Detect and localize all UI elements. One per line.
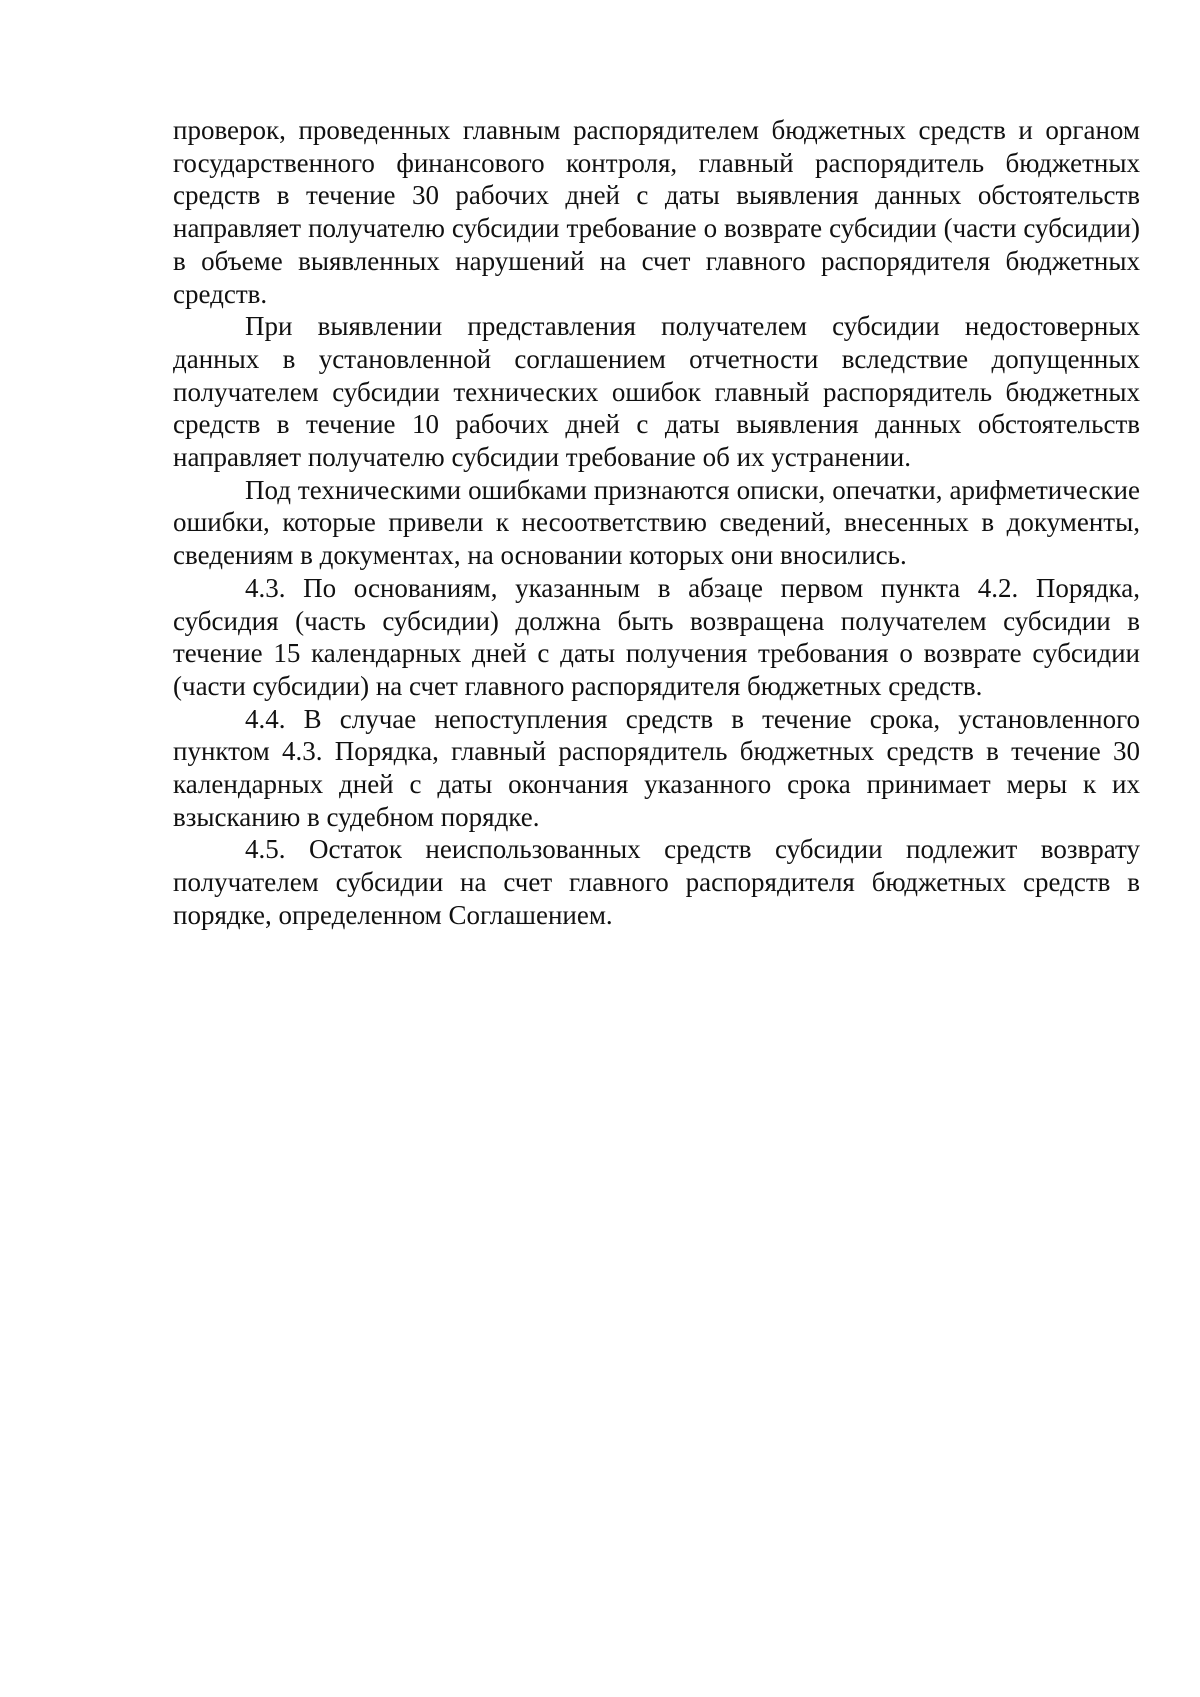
paragraph-false-data: При выявлении представления получателем субсидии недостоверных данных в установленной соглашением отчетности вследствие допущенных получателем субсидии технических ошибок главный распорядитель бюджетных средств в течение 10 рабочих дней с даты выявления данных обстоятельств направляет получателю субсидии требование об их устранении. [173,311,1140,473]
paragraph-4-5: 4.5. Остаток неиспользованных средств субсидии подлежит возврату получателем субсидии на счет главного распорядителя бюджетных средств в порядке, определенном Соглашением. [173,834,1140,930]
paragraph-4-3: 4.3. По основаниям, указанным в абзаце первом пункта 4.2. Порядка, субсидия (часть субсидии) должна быть возвращена получателем субсидии в течение 15 календарных дней с даты получения требования о возврате субсидии (части субсидии) на счет главного распорядителя бюджетных средств. [173,572,1140,701]
document-body [173,114,1140,932]
paragraph-technical-errors: Под техническими ошибками признаются описки, опечатки, арифметические ошибки, которые привели к несоответствию сведений, внесенных в документы, сведениям в документах, на основании которых они вносились. [173,474,1140,571]
paragraph-continuation: проверок, проведенных главным распорядителем бюджетных средств и органом государственного финансового контроля, главный распорядитель бюджетных средств в течение 30 рабочих дней с даты выявления данных обстоятельств направляет получателю субсидии требование о возврате субсидии (части субсидии) в объеме выявленных нарушений на счет главного распорядителя бюджетных средств. [173,115,1140,309]
paragraph-4-4: 4.4. В случае непоступления средств в течение срока, установленного пунктом 4.3. Порядка, главный распорядитель бюджетных средств в течение 30 календарных дней с даты окончания указанного срока принимает меры к их взысканию в судебном порядке. [173,703,1140,832]
